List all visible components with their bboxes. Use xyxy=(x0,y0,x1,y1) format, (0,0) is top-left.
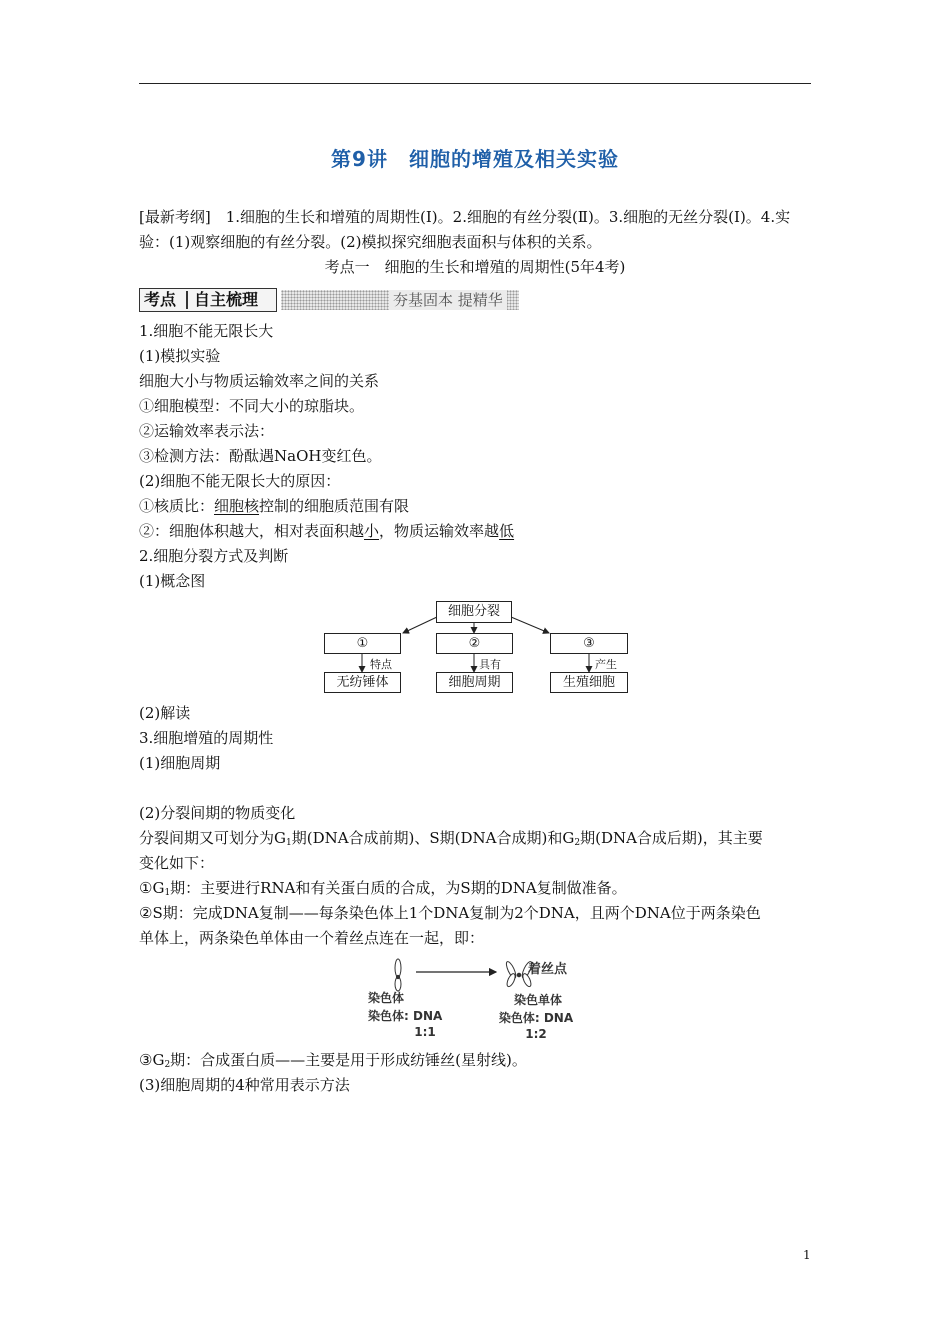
text-span: 期：主要进行RNA和有关蛋白质的合成，为S期的DNA复制做准备。 xyxy=(170,879,627,897)
underlined-answer: 小 xyxy=(364,522,380,540)
text-line: 变化如下： xyxy=(139,854,215,872)
banner-part1: 考点 xyxy=(144,290,177,309)
banner-slogan: 夯基固本 提精华 xyxy=(389,290,507,310)
text-line: (2)解读 xyxy=(139,704,191,722)
text-line: ②S期：完成DNA复制——每条染色体上1个DNA复制为2个DNA，且两个DNA位于两条染色 xyxy=(139,904,761,922)
text-span: ③G xyxy=(139,1051,165,1069)
subscript: 2 xyxy=(164,1060,171,1070)
text-span: ②：细胞体积越大，相对表面积越 xyxy=(139,522,365,540)
concept-branch-marker: ② xyxy=(436,633,513,654)
text-span: 控制的细胞质范围有限 xyxy=(259,497,410,515)
chromatid-label: 染色单体 xyxy=(513,993,562,1007)
exam-outline: [最新考纲] 1.细胞的生长和增殖的周期性(Ⅰ)。2.细胞的有丝分裂(Ⅱ)。3.细胞的无丝分裂(Ⅰ)。4.实验：(1)观察细胞的有丝分裂。(2)模拟探究细胞表面积与体积的关系。 xyxy=(139,208,791,251)
text-line: ②运输效率表示法： xyxy=(139,422,275,440)
concept-branch-marker: ③ xyxy=(550,633,628,654)
text-span: 期(DNA合成后期)，其主要 xyxy=(580,829,763,847)
concept-result: 生殖细胞 xyxy=(550,672,628,693)
chromosome-icon xyxy=(395,959,401,991)
underlined-answer: 低 xyxy=(499,522,515,540)
text-line: (3)细胞周期的4种常用表示方法 xyxy=(139,1076,350,1094)
text-span: 分裂间期又可划分为G xyxy=(139,829,286,847)
text-line xyxy=(139,1050,527,1075)
section-heading: 考点一 细胞的生长和增殖的周期性(5年4考) xyxy=(324,258,626,276)
centromere-label: 着丝点 xyxy=(528,962,568,977)
text-span: ①G xyxy=(139,879,165,897)
text-line: (1)细胞周期 xyxy=(139,754,221,772)
concept-branch-marker: ① xyxy=(324,633,401,654)
text-line: (1)模拟实验 xyxy=(139,347,221,365)
concept-result: 无纺锤体 xyxy=(324,672,401,693)
concept-result: 细胞周期 xyxy=(436,672,513,693)
text-line: 单体上，两条染色单体由一个着丝点连在一起，即： xyxy=(139,929,485,947)
text-line: ③检测方法：酚酞遇NaOH变红色。 xyxy=(139,447,382,465)
text-line: (2)细胞不能无限长大的原因： xyxy=(139,472,341,490)
ratio-value: 1:2 xyxy=(525,1027,547,1041)
concept-relation: 特点 xyxy=(370,658,392,671)
text-line: (2)分裂间期的物质变化 xyxy=(139,804,296,822)
ratio-label: 染色体: DNA xyxy=(368,1009,443,1023)
text-span: ①核质比： xyxy=(139,497,215,515)
concept-root: 细胞分裂 xyxy=(436,601,512,623)
subscript: 1 xyxy=(164,888,171,898)
text-line: 1.细胞不能无限长大 xyxy=(139,322,274,340)
subscript: 1 xyxy=(285,838,292,848)
ratio-value: 1:1 xyxy=(414,1025,436,1039)
concept-relation: 具有 xyxy=(479,658,501,671)
text-line: ①细胞模型：不同大小的琼脂块。 xyxy=(139,397,365,415)
subscript: 2 xyxy=(574,838,581,848)
page-number: 1 xyxy=(803,1248,811,1262)
text-span: ，物质运输效率越 xyxy=(379,522,500,540)
text-line: (1)概念图 xyxy=(139,572,206,590)
text-line: 3.细胞增殖的周期性 xyxy=(139,729,274,747)
text-span: 期：合成蛋白质——主要是用于形成纺锤丝(星射线)。 xyxy=(170,1051,527,1069)
chromosome-label: 染色体 xyxy=(368,991,405,1005)
text-line: 细胞大小与物质运输效率之间的关系 xyxy=(139,372,380,390)
page-title: 第9讲 细胞的增殖及相关实验 xyxy=(331,147,619,171)
concept-relation: 产生 xyxy=(595,658,617,671)
banner-part2: 自主梳理 xyxy=(194,290,259,309)
ratio-label: 染色体: DNA xyxy=(498,1011,574,1025)
text-line: 2.细胞分裂方式及判断 xyxy=(139,547,289,565)
underlined-answer: 细胞核 xyxy=(214,497,260,515)
text-span: 期(DNA合成前期)、S期(DNA合成期)和G xyxy=(291,829,575,847)
